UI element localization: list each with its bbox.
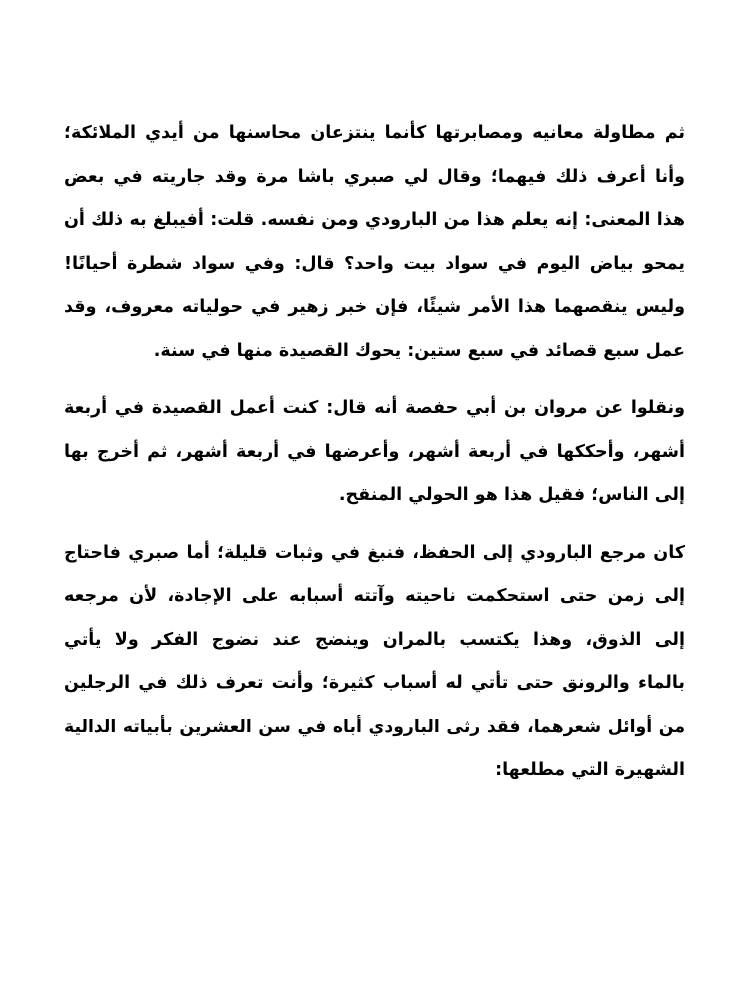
text-line: ونقلوا عن مروان بن أبي حفصة أنه قال: كنت أعمل القصيدة في أربعة xyxy=(64,398,685,418)
paragraph-2 xyxy=(64,387,685,518)
text-line: أشهر، وأحككها في أربعة أشهر، وأعرضها في أربعة أشهر، ثم أخرج بها xyxy=(64,441,685,462)
text-line: بالماء والرونق حتى تأتي له أسباب كثيرة؛ وأنت تعرف ذلك في الرجلين xyxy=(64,673,685,693)
document-page xyxy=(64,112,685,807)
paragraph-1 xyxy=(64,112,685,373)
text-line: كان مرجع البارودي إلى الحفظ، فنبغ في وثبات قليلة؛ أما صبري فاحتاج xyxy=(64,542,685,563)
text-line: من أوائل شعرهما، فقد رثى البارودي أباه في سن العشرين بأبياته الدالية xyxy=(64,716,685,737)
text-line: إلى الناس؛ فقيل هذا هو الحولي المنقح. xyxy=(338,485,685,505)
paragraph-3 xyxy=(64,532,685,793)
text-line: وليس ينقصهما هذا الأمر شيئًا، فإن خبر زهير في حولياته معروف، وقد xyxy=(64,297,685,317)
text-line: هذا المعنى: إنه يعلم هذا من البارودي ومن نفسه. قلت: أفيبلغ به ذلك أن xyxy=(64,210,685,230)
text-line: الشهيرة التي مطلعها: xyxy=(495,760,685,780)
text-line: إلى الذوق، وهذا يكتسب بالمران وينضج عند نضوج الفكر ولا يأتي xyxy=(64,629,685,650)
text-line: عمل سبع قصائد في سبع ستين: يحوك القصيدة منها في سنة. xyxy=(153,340,685,361)
text-line: إلى زمن حتى استحكمت ناحيته وآتته أسبابه على الإجادة، لأن مرجعه xyxy=(64,586,685,606)
text-line: يمحو بياض اليوم في سواد بيت واحد؟ قال: وفي سواد شطرة أحيانًا! xyxy=(64,253,685,274)
text-line: وأنا أعرف ذلك فيهما؛ وقال لي صبري باشا مرة وقد جاريته في بعض xyxy=(64,166,685,187)
text-line: ثم مطاولة معانيه ومصابرتها كأنما ينتزعان محاسنها من أيدي الملائكة؛ xyxy=(64,123,685,143)
